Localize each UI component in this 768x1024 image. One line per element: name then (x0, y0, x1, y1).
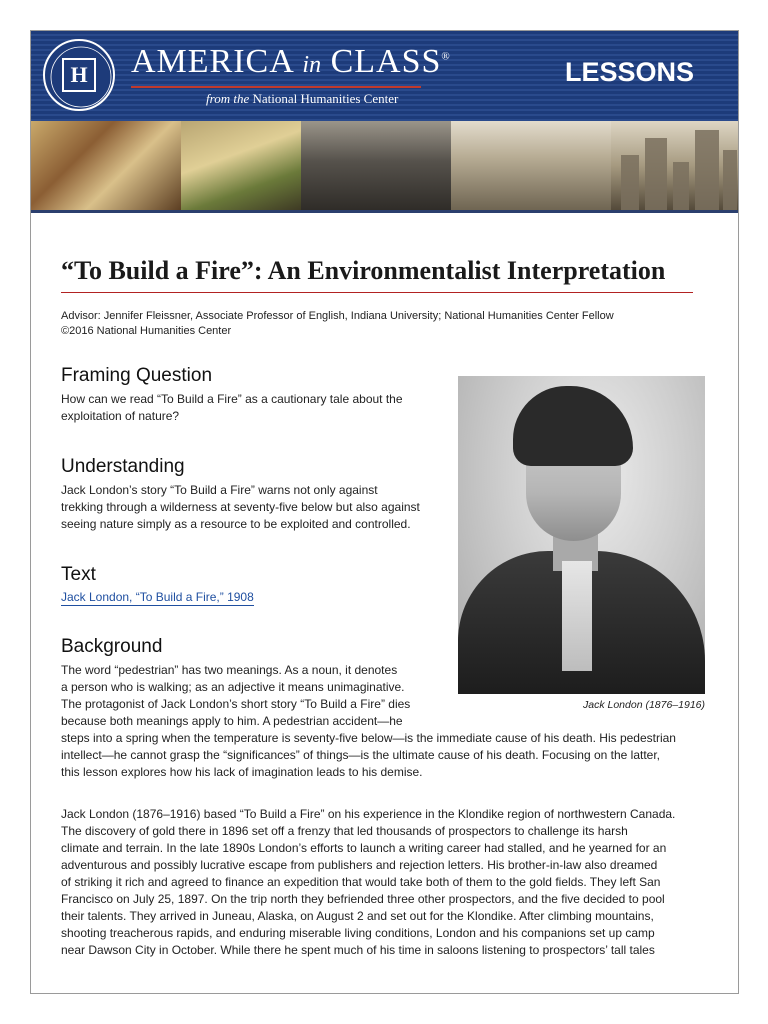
brand-subtitle (206, 91, 398, 107)
document-title: “To Build a Fire”: An Environmentalist Interpretation (61, 256, 666, 285)
framing-question-text (61, 391, 403, 425)
portrait-shirt (562, 561, 592, 671)
framing-question-heading: Framing Question (61, 365, 213, 386)
seal-letter: H (62, 58, 96, 92)
brand-in: in (302, 52, 322, 78)
brand-org: National Humanities Center (252, 91, 399, 106)
text-line: of striking it rich and agreed to finance an expedition that would take both of them to the gold fields. They left San (61, 875, 661, 889)
advisor-block (61, 309, 711, 339)
background-text-continued (61, 806, 675, 959)
advisor-line: Advisor: Jennifer Fleissner, Associate Professor of English, Indiana University; National Humanities Center Fellow (61, 310, 614, 322)
text-line: near Dawson City in October. While there he spent much of his time in saloons listening to prospectors’ tall tales (61, 943, 655, 957)
text-line: because both meanings apply to him. A pedestrian accident—he (61, 714, 403, 728)
brand-class: CLASS (330, 43, 442, 80)
text-line: exploitation of nature? (61, 409, 180, 423)
text-line: The word “pedestrian” has two meanings. As a noun, it denotes (61, 663, 398, 677)
understanding-heading: Understanding (61, 456, 185, 477)
understanding-text (61, 482, 420, 533)
brand-main: AMERICA (131, 43, 293, 80)
text-line: Francisco on July 25, 1897. On the trip north they befriended three other prospectors, and the five decided to pool (61, 892, 665, 906)
banner-panel-skyline (611, 121, 738, 210)
text-line: How can we read “To Build a Fire” as a cautionary tale about the (61, 392, 403, 406)
text-line: steps into a spring when the temperature is seventy-five below—is the immediate cause of his death. His pedestrian (61, 731, 676, 745)
banner-panel-photo (301, 121, 451, 210)
copyright-line: ©2016 National Humanities Center (61, 325, 232, 337)
text-line: climate and terrain. In the late 1890s London’s efforts to launch a writing career had stalled, and he yearned for an (61, 841, 667, 855)
text-line: their talents. They arrived in Juneau, Alaska, on August 2 and set out for the Klondike. After climbing mountains, (61, 909, 654, 923)
banner-panel-street (451, 121, 611, 210)
background-heading: Background (61, 636, 163, 657)
portrait-caption: Jack London (1876–1916) (582, 699, 705, 711)
site-header (31, 31, 738, 121)
banner-panel-painting (31, 121, 181, 210)
portrait-hair (513, 386, 633, 466)
banner-panel-portrait (181, 121, 301, 210)
jack-london-portrait (458, 376, 705, 694)
title-divider (61, 292, 693, 293)
text-line: Jack London’s story “To Build a Fire” warns not only against (61, 483, 378, 497)
history-collage-banner (31, 121, 738, 213)
text-line: adventurous and possibly lucrative escape from publishers and rejection letters. His brother-in-law also dreamed (61, 858, 658, 872)
text-heading: Text (61, 564, 96, 585)
brand-from: from the (206, 91, 250, 106)
brand-reg: ® (441, 50, 451, 63)
text-line: The discovery of gold there in 1896 set off a frenzy that led thousands of prospectors to challenge its harsh (61, 824, 628, 838)
text-line: shooting treacherous rapids, and enduring miserable living conditions, London and his companions set up camp (61, 926, 655, 940)
text-line: seeing nature simply as a resource to be exploited and controlled. (61, 517, 411, 531)
nhc-seal-logo (43, 39, 115, 111)
text-line: The protagonist of Jack London’s short story “To Build a Fire” dies (61, 697, 411, 711)
section-label: LESSONS (564, 57, 694, 87)
text-line: intellect—he cannot grasp the “significances” of things—is the ultimate cause of his death. Focusing on the latter, (61, 748, 660, 762)
text-line: trekking through a wilderness at seventy-five below but also against (61, 500, 420, 514)
brand-title (131, 43, 451, 81)
text-line: a person who is walking; as an adjective it means unimaginative. (61, 680, 405, 694)
story-text-link[interactable]: Jack London, “To Build a Fire,” 1908 (61, 590, 254, 604)
brand-underline (131, 86, 421, 88)
text-line: this lesson explores how his lack of imagination leads to his demise. (61, 765, 423, 779)
text-line: Jack London (1876–1916) based “To Build a Fire” on his experience in the Klondike region of northwestern Canada. (61, 807, 676, 821)
lesson-page (30, 30, 739, 994)
